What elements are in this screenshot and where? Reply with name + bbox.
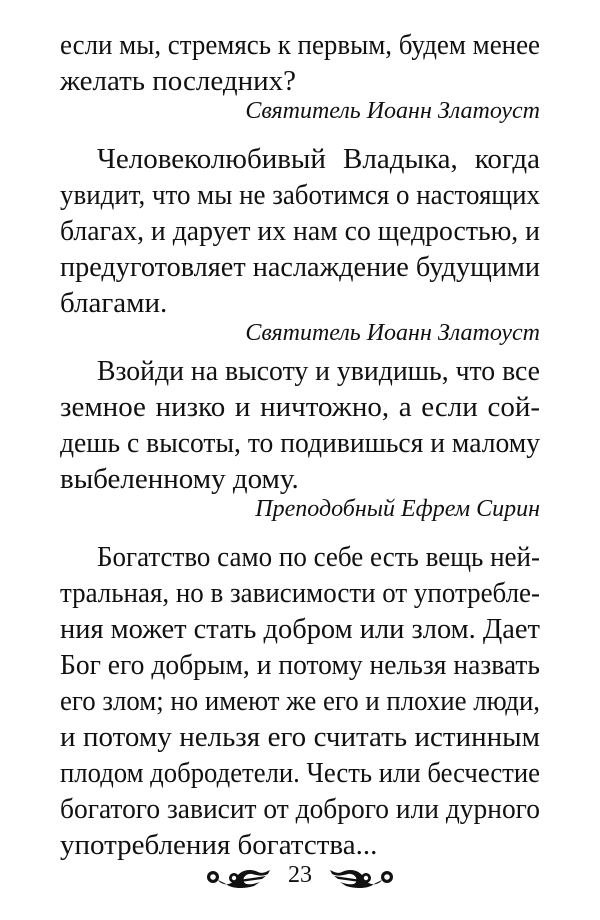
quote-4-line-2: тральная, но в зависимости от употребле-	[60, 577, 540, 609]
quote-4-line-9: употребления богатства...	[60, 829, 378, 861]
quote-3-line-1: Взойди на высоту и увидишь, что все	[97, 355, 540, 387]
page-number: 23	[288, 862, 312, 888]
quote-2-line-5: благами.	[60, 287, 168, 319]
quote-3-line-3: дешь с высоты, то подивишься и малому	[60, 427, 540, 459]
page-footer	[0, 855, 600, 895]
quote-3-line-4: выбеленному дому.	[60, 463, 299, 495]
quote-2-author: Святитель Иоанн Златоуст	[245, 320, 540, 346]
quote-1-author: Святитель Иоанн Златоуст	[245, 98, 540, 124]
quote-4-line-6: и потому нельзя его считать истинным	[60, 721, 540, 753]
quote-2-line-1: Человеколюбивый Владыка, когда	[97, 143, 540, 175]
scroll-ornament-left-icon	[204, 860, 274, 890]
quote-4-line-3: ния может стать добром или злом. Дает	[60, 613, 540, 645]
quote-4-line-8: богатого зависит от доброго или дурного	[60, 793, 540, 825]
quote-3-line-2: земное низко и ничтожно, а если сой-	[60, 391, 540, 423]
quote-3-author: Преподобный Ефрем Сирин	[255, 496, 540, 522]
quote-2-line-2: увидит, что мы не заботимся о настоящих	[60, 179, 540, 211]
quote-2-line-4: предуготовляет наслаждение будущими	[60, 251, 540, 283]
quote-1-line-1: если мы, стремясь к первым, будем менее	[60, 29, 540, 61]
quote-1-line-2: желать последних?	[60, 65, 297, 97]
quote-4-line-5: его злом; но имеют же его и плохие люди,	[60, 685, 540, 717]
quote-4-line-4: Бог его добрым, и потому нельзя назвать	[60, 649, 540, 681]
quote-4-line-1: Богатство само по себе есть вещь ней-	[97, 541, 540, 573]
quote-2-line-3: благах, и дарует их нам со щедростью, и	[60, 215, 540, 247]
quote-4-line-7: плодом добродетели. Честь или бесчестие	[60, 757, 540, 789]
scroll-ornament-right-icon	[326, 860, 396, 890]
